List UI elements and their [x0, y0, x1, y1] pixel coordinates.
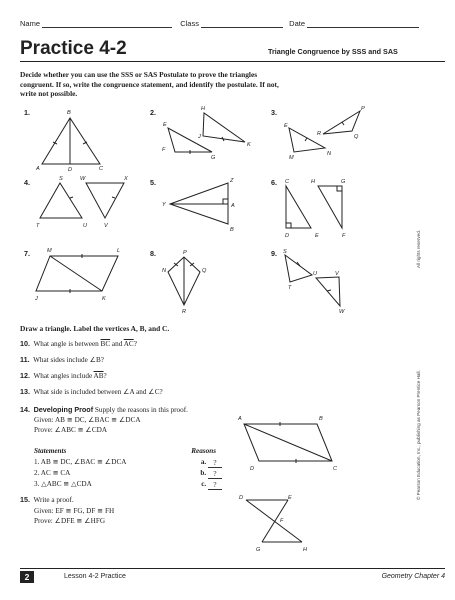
vertex-label: T [36, 223, 40, 229]
statements-header: Statements [34, 447, 67, 455]
question-13: 13. What side is included between ∠A and ∠C? [20, 387, 163, 396]
instructions-draw-triangle: Draw a triangle. Label the vertices A, B, and C. [20, 324, 170, 333]
problem-2-figure [168, 113, 245, 154]
problem-9-figure [285, 255, 340, 306]
problem-8-figure [168, 257, 200, 305]
page-title: Practice 4-2 [20, 38, 127, 59]
page-subtitle: Triangle Congruence by SSS and SAS [268, 47, 398, 56]
vertex-label: Q [354, 134, 359, 140]
problem-1-figure [42, 118, 100, 164]
vertex-label: V [104, 223, 108, 229]
q15-prove: ∠DFE ≅ ∠HFG [54, 517, 106, 525]
vertex-label: P [361, 106, 365, 112]
proof-row: 2. AC ≅ CA b. ? [34, 468, 234, 479]
q14-given: AB ≅ DC, ∠BAC ≅ ∠DCA [54, 416, 141, 424]
question-15: 15. Write a proof. Given: EF ≅ FG, DF ≅ FH Prove: ∠DFE ≅ ∠HFG [20, 495, 115, 525]
rights-reserved-text: All rights reserved. [416, 229, 421, 268]
vertex-label: H [303, 547, 308, 553]
vertex-label: C [285, 179, 290, 185]
problem-5-figure [170, 183, 228, 224]
vertex-label: F [342, 233, 346, 239]
vertex-label: E [284, 123, 288, 129]
vertex-label: P [183, 250, 187, 256]
question-11: 11. What sides include ∠B? [20, 355, 104, 364]
q14-prove: ∠ABC ≅ ∠CDA [54, 426, 108, 434]
reason-blank[interactable]: ? [208, 469, 222, 479]
q15-figure [230, 490, 320, 560]
date-label: Date [289, 19, 305, 28]
vertex-label: A [231, 203, 235, 209]
proof-row: 3. △ABC ≅ △CDA c. ? [34, 479, 234, 490]
vertex-label: H [201, 106, 206, 112]
vertex-label: U [313, 271, 318, 277]
footer-chapter: Geometry Chapter 4 [381, 573, 445, 580]
vertex-label: S [59, 176, 63, 182]
vertex-label: J [198, 134, 201, 140]
vertex-label: K [102, 296, 106, 302]
problem-5-number: 5. [150, 178, 156, 187]
vertex-label: N [162, 268, 167, 274]
class-label: Class [180, 19, 199, 28]
vertex-label: W [80, 176, 86, 182]
problem-4-number: 4. [24, 178, 30, 187]
vertex-label: R [317, 131, 322, 137]
problem-8-number: 8. [150, 249, 156, 258]
vertex-label: E [163, 122, 167, 128]
vertex-label: D [68, 167, 73, 173]
vertex-label: A [36, 166, 40, 172]
page-number: 2 [20, 571, 34, 583]
vertex-label: J [35, 296, 38, 302]
problem-3-figure [289, 111, 360, 152]
vertex-label: D [239, 495, 244, 501]
vertex-label: Q [202, 268, 207, 274]
vertex-label: X [124, 176, 128, 182]
vertex-label: G [341, 179, 346, 185]
vertex-label: M [289, 155, 294, 161]
vertex-label: G [211, 155, 216, 161]
reasons-header: Reasons [191, 447, 216, 455]
vertex-label: L [117, 248, 121, 254]
question-10: 10. What angle is between $\overline{BC}$ and $\overline{AC}$? [20, 339, 137, 348]
vertex-label: D [250, 466, 255, 472]
vertex-label: T [288, 285, 292, 291]
problem-7-figure [36, 254, 118, 293]
vertex-label: Y [162, 202, 166, 208]
vertex-label: A [238, 416, 242, 422]
vertex-label: C [99, 166, 104, 172]
q15-given: EF ≅ FG, DF ≅ FH [55, 506, 115, 515]
question-12: 12. What angles include $\overline{AB}$? [20, 371, 107, 380]
vertex-label: G [256, 547, 261, 553]
question-14: 14. Developing Proof Supply the reasons in this proof. Given: AB ≅ DC, ∠BAC ≅ ∠DCA Prove: ∠ABC ≅ ∠CDA [20, 405, 188, 434]
problem-6-figure [286, 186, 342, 228]
vertex-label: R [182, 309, 187, 315]
vertex-label: B [319, 416, 323, 422]
copyright-text: © Pearson Education, Inc., publishing as Pearson Prentice Hall. [416, 370, 421, 500]
page-footer [20, 568, 445, 583]
q14-figure [232, 410, 342, 476]
vertex-label: E [315, 233, 319, 239]
vertex-label: M [47, 248, 52, 254]
developing-proof-title: Developing Proof [33, 405, 94, 414]
vertex-label: H [311, 179, 316, 185]
problem-3-number: 3. [271, 108, 277, 117]
vertex-label: W [339, 309, 345, 315]
vertex-label: B [67, 110, 71, 116]
reason-blank[interactable]: ? [208, 480, 222, 490]
name-label: Name [20, 19, 41, 28]
vertex-label: Z [230, 178, 234, 184]
problem-9-number: 9. [271, 249, 277, 258]
vertex-label: D [285, 233, 290, 239]
vertex-label: F [162, 147, 166, 153]
reason-blank[interactable]: ? [208, 458, 222, 468]
vertex-label: K [247, 142, 251, 148]
problem-1-number: 1. [24, 108, 30, 117]
vertex-label: S [283, 249, 287, 255]
vertex-label: N [327, 151, 332, 157]
vertex-label: B [230, 227, 234, 233]
vertex-label: E [288, 495, 292, 501]
problem-6-number: 6. [271, 178, 277, 187]
vertex-label: V [335, 271, 339, 277]
footer-lesson: Lesson 4-2 Practice [64, 573, 126, 580]
vertex-label: U [83, 223, 88, 229]
problem-2-number: 2. [150, 108, 156, 117]
instructions-sss-sas: Decide whether you can use the SSS or SAS Postulate to prove the triangles congruent. If so, write the congruence statement, and identify the postulate. If not, write not possible. [20, 70, 279, 98]
proof-table [34, 446, 234, 490]
problem-4-figure [40, 183, 124, 218]
proof-row: 1. AB ≅ DC, ∠BAC ≅ ∠DCA a. ? [34, 457, 234, 468]
problem-7-number: 7. [24, 249, 30, 258]
vertex-label: F [280, 518, 284, 524]
vertex-label: C [333, 466, 338, 472]
